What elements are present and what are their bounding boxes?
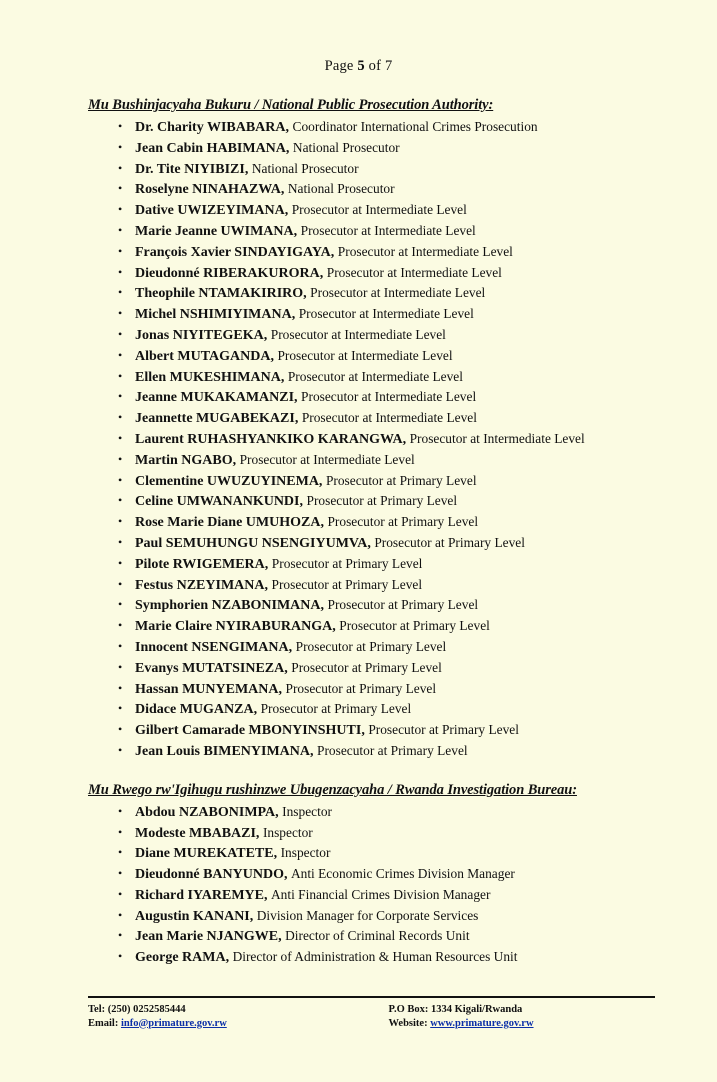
person-title: Prosecutor at Primary Level	[260, 701, 412, 717]
list-item	[88, 947, 687, 968]
list-item	[88, 408, 687, 429]
bullet-icon: •	[118, 638, 123, 653]
person-title: Inspector	[282, 803, 332, 819]
person-title: Prosecutor at Intermediate Level	[277, 347, 453, 363]
bullet-icon: •	[118, 949, 123, 964]
person-title: Prosecutor at Primary Level	[325, 472, 477, 488]
person-title: Prosecutor at Primary Level	[317, 742, 468, 758]
person-title: National Prosecutor	[251, 160, 359, 176]
person-name: Marie Claire NYIRABURANGA,	[135, 619, 336, 635]
person-title: Prosecutor at Intermediate Level	[291, 202, 467, 218]
bullet-icon: •	[118, 139, 123, 154]
bullet-icon: •	[118, 618, 123, 633]
list-item	[88, 304, 687, 325]
list-item	[88, 699, 687, 720]
page-number-header	[0, 58, 717, 75]
person-name: Didace MUGANZA,	[135, 702, 258, 718]
person-title: Prosecutor at Intermediate Level	[409, 430, 585, 446]
person-title: Coordinator International Crimes Prosecution	[292, 119, 538, 134]
list-item	[88, 325, 687, 346]
bullet-icon: •	[118, 119, 123, 133]
person-name: Hassan MUNYEMANA,	[135, 681, 282, 697]
document-page	[0, 58, 717, 1082]
person-name: Clementine UWUZUYINEMA,	[135, 473, 323, 489]
list-item	[88, 616, 687, 637]
person-name: Evanys MUTATSINEZA,	[135, 660, 288, 676]
person-title: Prosecutor at Intermediate Level	[270, 326, 446, 342]
person-title: Anti Financial Crimes Division Manager	[271, 886, 491, 902]
person-name: Paul SEMUHUNGU NSENGIYUMVA,	[135, 535, 371, 551]
person-title: Prosecutor at Intermediate Level	[239, 451, 415, 467]
person-name: Martin NGABO,	[135, 452, 237, 468]
person-title: Prosecutor at Primary Level	[271, 576, 423, 592]
list-item	[88, 159, 687, 180]
bullet-icon: •	[118, 326, 123, 341]
person-title: Prosecutor at Primary Level	[285, 680, 437, 696]
section-spacer	[88, 762, 687, 782]
bullet-icon: •	[118, 928, 123, 943]
list-item	[88, 823, 687, 844]
person-title: Prosecutor at Primary Level	[327, 597, 479, 613]
person-name: Ellen MUKESHIMANA,	[135, 369, 285, 385]
footer-columns	[88, 1003, 655, 1030]
footer-pobox: P.O Box: 1334 Kigali/Rwanda	[388, 1004, 523, 1015]
list-item	[88, 471, 687, 492]
bullet-icon: •	[118, 410, 123, 425]
person-name: Dieudonné BANYUNDO,	[135, 867, 288, 883]
people-list-rib	[88, 802, 687, 968]
person-name: Rose Marie Diane UMUHOZA,	[135, 515, 324, 531]
footer-email-row	[88, 1017, 389, 1031]
bullet-icon: •	[118, 886, 123, 901]
bullet-icon: •	[118, 534, 123, 549]
list-item	[88, 221, 687, 242]
footer-contact-right	[389, 1003, 655, 1030]
list-item	[88, 450, 687, 471]
list-item	[88, 117, 687, 138]
page-total: 7	[384, 58, 393, 74]
list-item	[88, 283, 687, 304]
list-item	[88, 179, 687, 200]
person-title: Prosecutor at Intermediate Level	[301, 410, 477, 426]
bullet-icon: •	[118, 845, 123, 860]
page-footer	[88, 996, 655, 1030]
bullet-icon: •	[118, 160, 123, 175]
bullet-icon: •	[118, 285, 123, 300]
person-title: National Prosecutor	[287, 181, 395, 197]
list-item	[88, 864, 687, 885]
footer-website-link[interactable]: www.primature.gov.rw	[430, 1017, 534, 1029]
person-title: Prosecutor at Intermediate Level	[300, 222, 476, 238]
list-item	[88, 512, 687, 533]
person-name: Modeste MBABAZI,	[135, 825, 260, 841]
person-name: Dative UWIZEYIMANA,	[135, 203, 289, 219]
bullet-icon: •	[118, 576, 123, 591]
document-body	[0, 97, 717, 968]
people-list-nppa	[88, 117, 687, 762]
bullet-icon: •	[118, 368, 123, 383]
person-name: Roselyne NINAHAZWA,	[135, 182, 285, 198]
footer-website-row	[389, 1017, 655, 1031]
bullet-icon: •	[118, 866, 123, 881]
person-name: Dr. Tite NIYIBIZI,	[135, 161, 249, 177]
person-name: Innocent NSENGIMANA,	[135, 639, 293, 655]
list-item	[88, 554, 687, 575]
person-name: Jean Marie NJANGWE,	[135, 929, 282, 945]
bullet-icon: •	[118, 451, 123, 466]
person-name: Dieudonné RIBERAKURORA,	[135, 265, 324, 281]
bullet-icon: •	[118, 347, 123, 362]
person-title: Prosecutor at Primary Level	[271, 555, 423, 571]
bullet-icon: •	[118, 202, 123, 217]
person-name: Laurent RUHASHYANKIKO KARANGWA,	[135, 431, 407, 447]
person-title: Prosecutor at Primary Level	[306, 493, 458, 509]
bullet-icon: •	[118, 907, 123, 922]
person-title: Prosecutor at Primary Level	[295, 638, 447, 654]
footer-divider	[88, 996, 655, 998]
person-name: Jean Cabin HABIMANA,	[135, 140, 290, 156]
person-title: Inspector	[280, 845, 331, 861]
person-name: Festus NZEYIMANA,	[135, 577, 268, 593]
person-name: Gilbert Camarade MBONYINSHUTI,	[135, 723, 365, 739]
list-item	[88, 263, 687, 284]
person-title: Prosecutor at Intermediate Level	[310, 285, 486, 301]
person-name: Diane MUREKATETE,	[135, 846, 278, 862]
bullet-icon: •	[118, 430, 123, 445]
person-name: Augustin KANANI,	[135, 908, 254, 924]
bullet-icon: •	[118, 742, 123, 757]
bullet-icon: •	[118, 803, 123, 818]
person-name: Jean Louis BIMENYIMANA,	[135, 743, 314, 759]
list-item	[88, 802, 687, 823]
list-item	[88, 843, 687, 864]
bullet-icon: •	[118, 472, 123, 487]
person-name: Jeanne MUKAKAMANZI,	[135, 390, 298, 406]
bullet-icon: •	[118, 597, 123, 612]
list-item	[88, 533, 687, 554]
list-item	[88, 720, 687, 741]
person-title: Prosecutor at Primary Level	[291, 659, 442, 675]
person-name: Jeannette MUGABEKAZI,	[135, 411, 299, 427]
list-item	[88, 429, 687, 450]
person-title: Division Manager for Corporate Services	[256, 907, 479, 923]
list-item	[88, 885, 687, 906]
person-title: Prosecutor at Intermediate Level	[326, 264, 502, 280]
section-rib	[88, 782, 687, 968]
person-title: National Prosecutor	[292, 139, 400, 155]
person-title: Prosecutor at Primary Level	[374, 534, 525, 550]
bullet-icon: •	[118, 389, 123, 404]
bullet-icon: •	[118, 306, 123, 321]
section-heading-rib: Mu Rwego rw'Igihugu rushinzwe Ubugenzacyaha / Rwanda Investigation Bureau:	[88, 781, 577, 798]
list-item	[88, 679, 687, 700]
list-item	[88, 575, 687, 596]
person-title: Inspector	[262, 824, 313, 840]
footer-email-label: Email:	[88, 1017, 121, 1029]
list-item	[88, 637, 687, 658]
list-item	[88, 138, 687, 159]
person-name: Marie Jeanne UWIMANA,	[135, 223, 298, 239]
bullet-icon: •	[118, 824, 123, 839]
person-name: Dr. Charity WIBABARA,	[135, 120, 290, 135]
person-name: Michel NSHIMIYIMANA,	[135, 307, 296, 323]
section-nppa	[88, 97, 687, 762]
page-header-text: Page 5 of 7	[324, 58, 393, 74]
person-name: Jonas NIYITEGEKA,	[135, 327, 268, 343]
footer-website-label: Website:	[388, 1017, 431, 1029]
person-name: Theophile NTAMAKIRIRO,	[135, 286, 307, 302]
list-item	[88, 200, 687, 221]
bullet-icon: •	[118, 680, 123, 695]
bullet-icon: •	[118, 701, 123, 716]
list-item	[88, 658, 687, 679]
footer-contact-left	[88, 1003, 389, 1030]
bullet-icon: •	[118, 264, 123, 279]
bullet-icon: •	[118, 555, 123, 570]
bullet-icon: •	[118, 493, 123, 508]
footer-email-link[interactable]: info@primature.gov.rw	[120, 1017, 227, 1029]
section-heading-nppa: Mu Bushinjacyaha Bukuru / National Public Prosecution Authority:	[88, 97, 494, 113]
person-name: Richard IYAREMYE,	[135, 887, 268, 903]
bullet-icon: •	[118, 659, 123, 674]
person-title: Director of Criminal Records Unit	[285, 928, 470, 944]
person-title: Prosecutor at Intermediate Level	[301, 389, 477, 405]
person-name: François Xavier SINDAYIGAYA,	[135, 244, 335, 260]
person-title: Prosecutor at Intermediate Level	[287, 368, 463, 384]
list-item	[88, 346, 687, 367]
list-item	[88, 491, 687, 512]
person-name: Symphorien NZABONIMANA,	[135, 598, 325, 614]
person-name: George RAMA,	[135, 950, 230, 966]
list-item	[88, 242, 687, 263]
person-title: Prosecutor at Primary Level	[339, 618, 490, 634]
list-item	[88, 595, 687, 616]
list-item	[88, 926, 687, 947]
person-name: Celine UMWANANKUNDI,	[135, 494, 303, 510]
footer-tel: Tel: (250) 0252585444	[88, 1004, 186, 1015]
bullet-icon: •	[118, 514, 123, 529]
person-title: Prosecutor at Intermediate Level	[337, 243, 513, 259]
person-title: Prosecutor at Intermediate Level	[298, 306, 474, 322]
person-name: Albert MUTAGANDA,	[135, 348, 274, 364]
person-name: Pilote RWIGEMERA,	[135, 556, 269, 572]
list-item	[88, 741, 687, 762]
person-title: Prosecutor at Primary Level	[368, 722, 519, 738]
page-number: 5	[357, 58, 365, 74]
person-title: Anti Economic Crimes Division Manager	[290, 866, 515, 882]
bullet-icon: •	[118, 222, 123, 237]
bullet-icon: •	[118, 243, 123, 258]
list-item	[88, 906, 687, 927]
bullet-icon: •	[118, 722, 123, 737]
person-title: Prosecutor at Primary Level	[327, 514, 479, 530]
list-item	[88, 367, 687, 388]
bullet-icon: •	[118, 181, 123, 196]
person-title: Director of Administration & Human Resources Unit	[232, 949, 518, 965]
person-name: Abdou NZABONIMPA,	[135, 804, 279, 820]
list-item	[88, 387, 687, 408]
